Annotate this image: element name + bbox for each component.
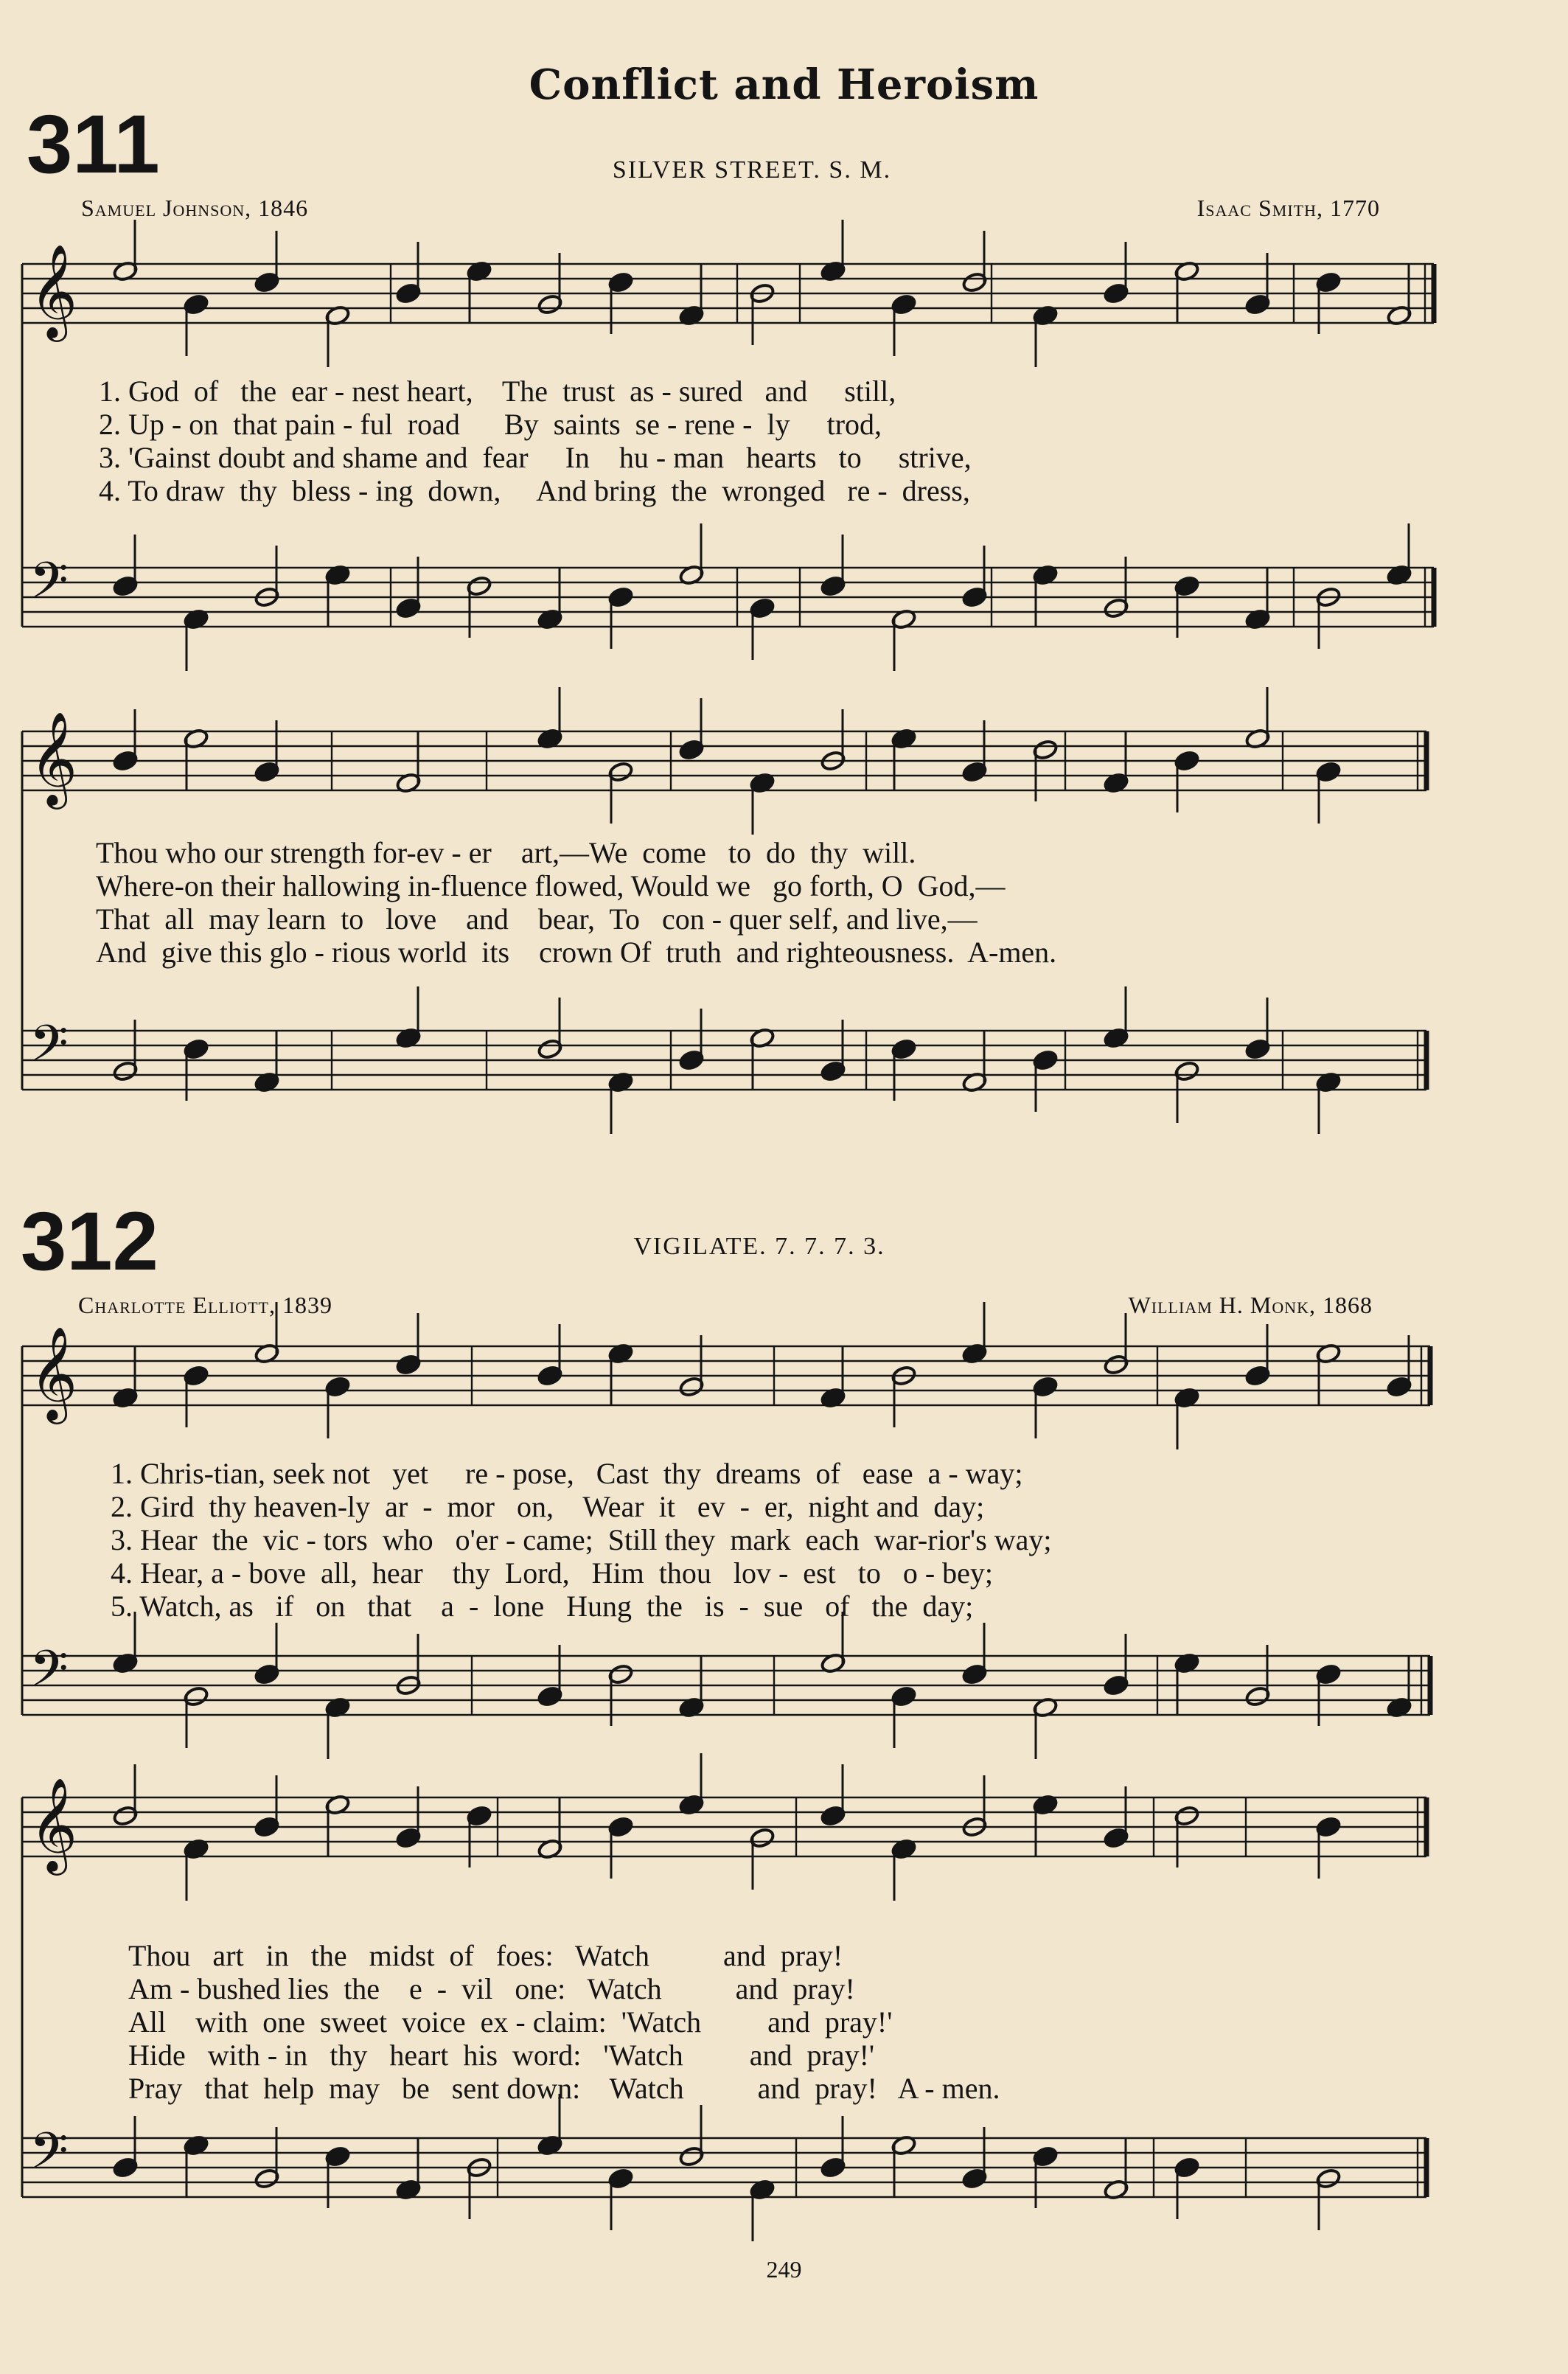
lyric-line: 1. Chris-tian, seek not yet re - pose, Cast thy dreams of ease a - way; xyxy=(111,1457,1023,1490)
lyric-line: And give this glo - rious world its crown Of truth and righteousness. A-men. xyxy=(96,936,1057,969)
composer-credit-311: Isaac Smith, 1770 xyxy=(1196,195,1380,221)
treble-clef-icon: 𝄞 xyxy=(29,1777,78,1871)
bass-clef-icon: 𝄢 xyxy=(29,1015,69,1085)
lyric-line: 1. God of the ear - nest heart, The trust as - sured and still, xyxy=(99,375,896,408)
lyric-line: 5. Watch, as if on that a - lone Hung the is - sue of the day; xyxy=(111,1590,974,1623)
author-credit-312: Charlotte Elliott, 1839 xyxy=(78,1292,332,1318)
lyrics-block-311b xyxy=(96,836,1056,969)
lyric-line: 2. Gird thy heaven-ly ar - mor on, Wear it ev - er, night and day; xyxy=(111,1490,985,1523)
hymn-number-312: 312 xyxy=(21,1195,158,1287)
lyric-line: Where-on their hallowing in-fluence flowed, Would we go forth, O God,— xyxy=(96,869,1006,902)
lyric-line: 4. Hear, a - bove all, hear thy Lord, Him thou lov - est to o - bey; xyxy=(111,1556,994,1590)
lyric-line: All with one sweet voice ex - claim: 'Watch and pray!' xyxy=(128,2005,893,2039)
treble-clef-icon: 𝄞 xyxy=(29,243,78,338)
section-title: Conflict and Heroism xyxy=(529,60,1039,109)
lyric-line: Am - bushed lies the e - vil one: Watch and pray! xyxy=(128,1972,855,2005)
treble-clef-icon: 𝄞 xyxy=(29,1326,78,1420)
lyrics-block-312b xyxy=(128,1939,1000,2105)
author-credit-311: Samuel Johnson, 1846 xyxy=(81,195,309,221)
lyric-line: 3. Hear the vic - tors who o'er - came; Still they mark each war-rior's way; xyxy=(111,1523,1052,1556)
tune-name-312: VIGILATE. 7. 7. 7. 3. xyxy=(633,1233,885,1260)
lyrics-block-311a xyxy=(99,375,972,507)
lyric-line: 3. 'Gainst doubt and shame and fear In hu - man hearts to strive, xyxy=(99,441,972,474)
lyric-line: 4. To draw thy bless - ing down, And bring the wronged re - dress, xyxy=(99,474,970,507)
lyric-line: Thou art in the midst of foes: Watch and pray! xyxy=(128,1939,843,1972)
lyric-line: Hide with - in thy heart his word: 'Watch and pray!' xyxy=(128,2039,875,2072)
hymn-number-311: 311 xyxy=(27,98,160,190)
bass-clef-icon: 𝄢 xyxy=(29,1640,69,1710)
lyric-line: That all may learn to love and bear, To con - quer self, and live,— xyxy=(96,902,978,936)
tune-name-311: SILVER STREET. S. M. xyxy=(612,156,892,184)
treble-clef-icon: 𝄞 xyxy=(29,711,78,805)
lyric-line: Thou who our strength for-ev - er art,—We come to do thy will. xyxy=(96,836,916,869)
composer-credit-312: William H. Monk, 1868 xyxy=(1128,1292,1373,1318)
lyric-line: Pray that help may be sent down: Watch and pray! A - men. xyxy=(128,2072,1000,2105)
lyrics-block-312a xyxy=(111,1457,1052,1623)
bass-clef-icon: 𝄢 xyxy=(29,552,69,622)
lyric-line: 2. Up - on that pain - ful road By saints se - rene - ly trod, xyxy=(99,408,882,441)
bass-clef-icon: 𝄢 xyxy=(29,2123,69,2193)
page-number: 249 xyxy=(766,2256,802,2283)
